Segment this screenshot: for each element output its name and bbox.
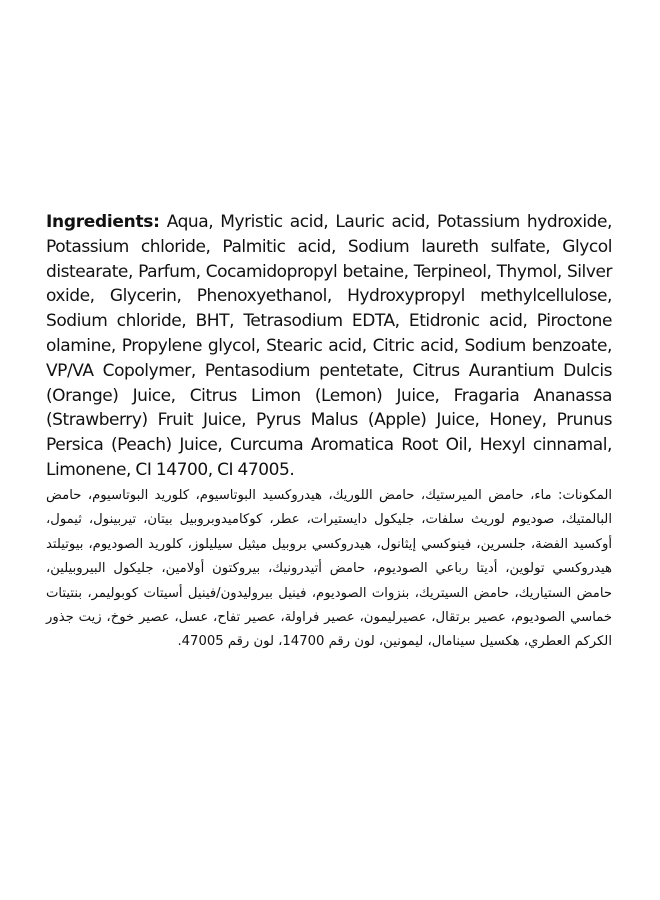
ingredients-arabic: المكونات: ماء، حامض الميرستيك، حامض اللوريك، هيدروكسيد البوتاسيوم، كلوريد البوتاسيوم، حامض البالمتيك، صوديوم لوريث سلفات، جليكول دايستيرات، عطر، كوكاميدوبروبيل بيتان، تيربينول، ثيمول، أوكسيد الفضة، جلسرين، فينوكسي إيثانول، هيدروكسي بروبيل ميثيل سيليلوز، كلوريد الصوديوم، بيوتيلتد هيدروكسي تولوين، أديتا رباعي الصوديوم، حامض أتيدرونيك، بيروكتون أولامين، جليكول البيروبيلين، حامض الستياريك، حامض السيتريك، بنزوات الصوديوم، فينيل بيروليدون/فينيل أسيتات كوبوليمر، بنتيتات خماسي الصوديوم، عصير برتقال، عصيرليمون، عصير فراولة، عصير تفاح، عسل، عصير خوخ، زيت جذور الكركم العطري، هكسيل سينامال، ليمونين، لون رقم 14700، لون رقم 47005. [46, 488, 612, 650]
ingredients-english [46, 210, 612, 483]
ingredients-label: Ingredients: [46, 212, 160, 232]
ingredients-panel [46, 210, 612, 650]
ingredients-english-text: Aqua, Myristic acid, Lauric acid, Potassium hydroxide, Potassium chloride, Palmitic acid, Sodium laureth sulfate, Glycol distearate, Parfum, Cocamidopropyl betaine, Terpineol, Thymol, Silver oxide, Glycerin, Phenoxyethanol, Hydroxypropyl methylcellulose, Sodium chloride, BHT, Tetrasodium EDTA, Etidronic acid, Piroctone olamine, Propylene glycol, Stearic acid, Citric acid, Sodium benzoate, VP/VA Copolymer, Pentasodium pentetate, Citrus Aurantium Dulcis (Orange) Juice, Citrus Limon (Lemon) Juice, Fragaria Ananassa (Strawberry) Fruit Juice, Pyrus Malus (Apple) Juice, Honey, Prunus Persica (Peach) Juice, Curcuma Aromatica Root Oil, Hexyl cinnamal, Limonene, CI 14700, CI 47005. [46, 212, 612, 480]
